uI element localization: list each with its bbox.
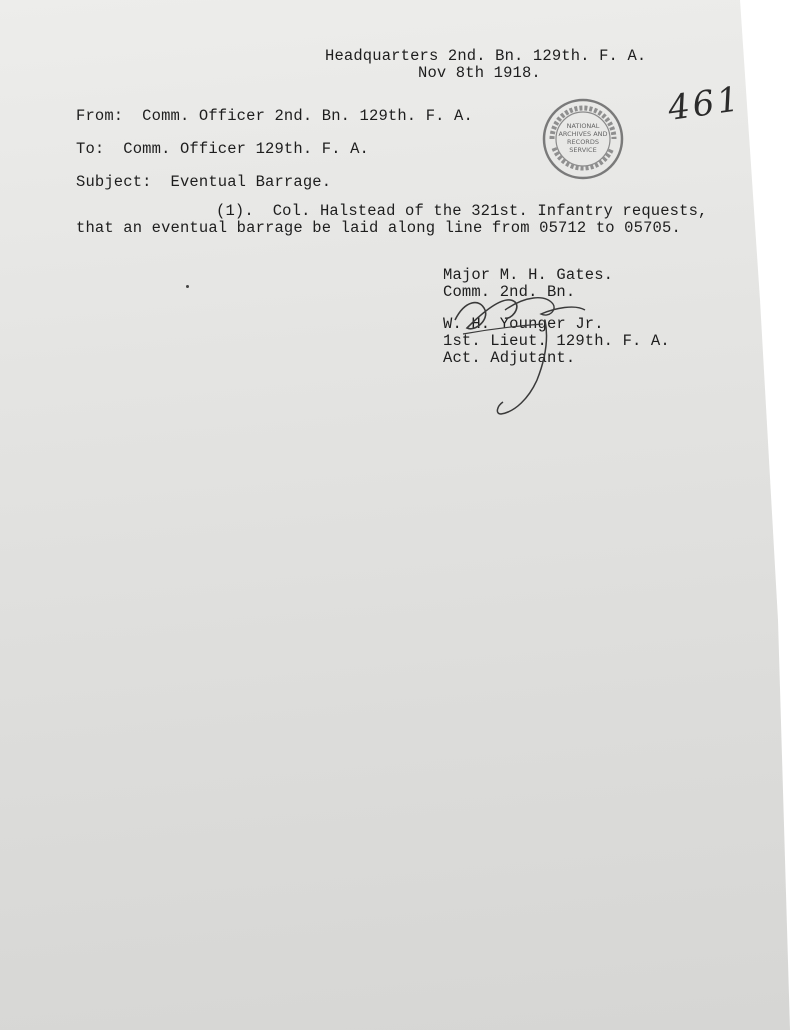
signer-title: Comm. 2nd. Bn. bbox=[443, 283, 576, 301]
stamp-line-3: RECORDS bbox=[567, 138, 599, 146]
adjutant-rank: 1st. Lieut. 129th. F. A. bbox=[443, 332, 670, 350]
ink-speck bbox=[186, 285, 189, 288]
handwritten-signature bbox=[445, 290, 595, 420]
handwritten-page-number: 461 bbox=[665, 79, 745, 129]
memo-from-line: From: Comm. Officer 2nd. Bn. 129th. F. A. bbox=[76, 107, 473, 125]
archive-stamp bbox=[540, 96, 626, 182]
memo-subject-line: Subject: Eventual Barrage. bbox=[76, 173, 332, 191]
memo-to-line: To: Comm. Officer 129th. F. A. bbox=[76, 140, 369, 158]
header-unit-line: Headquarters 2nd. Bn. 129th. F. A. bbox=[325, 47, 647, 65]
adjutant-name: W. H. Younger Jr. bbox=[443, 315, 604, 333]
signature-strokes bbox=[445, 290, 595, 420]
signer-name: Major M. H. Gates. bbox=[443, 266, 614, 284]
adjutant-role: Act. Adjutant. bbox=[443, 349, 576, 367]
stamp-line-4: SERVICE bbox=[569, 146, 597, 154]
body-line-1: (1). Col. Halstead of the 321st. Infantry requests, bbox=[216, 202, 708, 220]
body-line-2: that an eventual barrage be laid along line from 05712 to 05705. bbox=[76, 219, 681, 237]
archive-stamp-graphic bbox=[540, 96, 626, 182]
stamp-line-1: NATIONAL bbox=[566, 122, 600, 130]
header-date-line: Nov 8th 1918. bbox=[418, 64, 541, 82]
stamp-line-2: ARCHIVES AND bbox=[558, 130, 608, 138]
